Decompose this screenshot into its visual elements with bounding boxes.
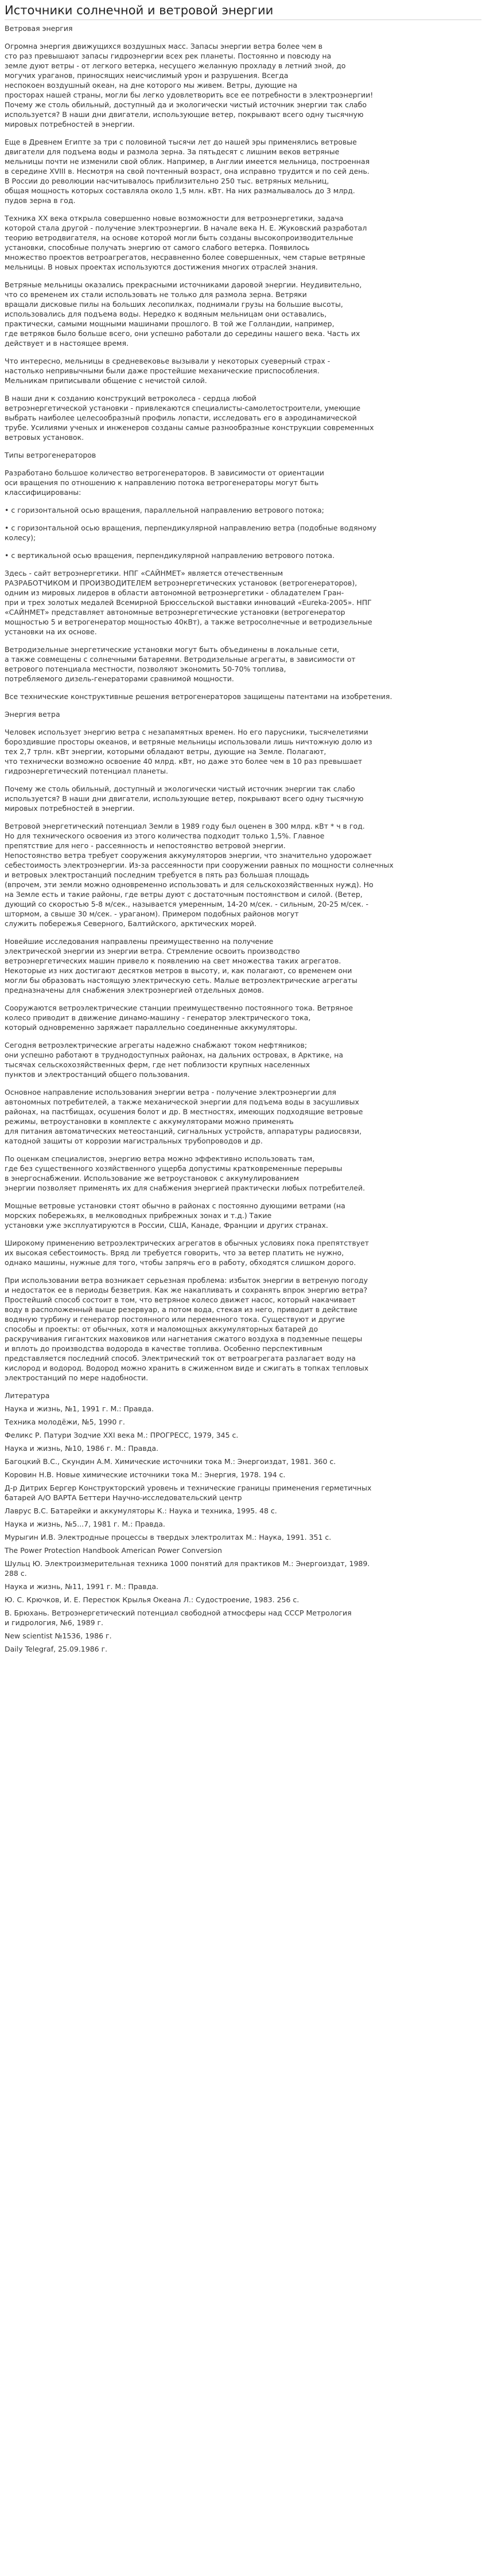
paragraph: Типы ветрогенераторов (5, 451, 96, 459)
paragraph: Огромна энергия движущихся воздушных масс. Запасы энергии ветра более чем в сто раз превышают запасы гидроэнергии всех рек планеты. Постоянно и повсюду на земле дуют ветры - от легкого ветерка, несущего желанную прохладу в летний зной, до могучих ураганов, приносящих неисчислимый урон и разрушения. Всегда неспокоен воздушный океан, на дне которого мы живем. Ветры, дующие на просторах нашей страны, могли бы легко удовлетворить все ее потребности в электроэнергии! Почему же столь обильный, доступный да и экологически чистый источник энергии так слабо используется? В наши дни двигатели, использующие ветер, покрывают всего одну тысячную мировых потребностей в энергии. (5, 42, 374, 128)
paragraph: Лаврус В.С. Батарейки и аккумуляторы К.: Наука и техника, 1995. 48 с. (5, 1506, 277, 1515)
paragraph: Daily Telegraf, 25.09.1986 г. (5, 1645, 108, 1653)
paragraph: Мощные ветровые установки стоят обычно в районах с постоянно дующими ветрами (на морских побережьях, в мелководных прибрежных зонах и т.д.) Такие установки уже эксплуатируются в России, США, Канаде, Франции и других странах. (5, 1201, 345, 1230)
paragraph: В наши дни к созданию конструкций ветроколеса - сердца любой ветроэнергетической установки - привлекаются специалисты-самолетостроители, умеющие выбрать наиболее целесообразный профиль лопасти, исследовать его в аэродинамической трубе. Усилиями ученых и инженеров созданы самые разнообразные конструкции современных ветровых установок. (5, 394, 374, 442)
paragraph: Еще в Древнем Египте за три с половиной тысячи лет до нашей эры применялись ветровые двигатели для подъема воды и размола зерна. За пятьдесят с лишним веков ветряные мельницы почти не изменили свой облик. Например, в Англии имеется мельница, построенная в середине XVIII в. Несмотря на свой почтенный возраст, она исправно трудится и по сей день. В России до революции насчитывалось приблизительно 250 тыс. ветряных мельниц, общая мощность которых составляла около 1,5 млн. кВт. На них размалывалось до 3 млрд. пудов зерна в год. (5, 138, 370, 205)
paragraph: • с горизонтальной осью вращения, перпендикулярной направлению ветра (подобные водяному колесу); (5, 524, 377, 542)
paragraph: Ю. С. Крючков, И. Е. Перестюк Крылья Океана Л.: Судостроение, 1983. 256 с. (5, 1595, 300, 1604)
paragraph: Наука и жизнь, №11, 1991 г. М.: Правда. (5, 1582, 158, 1591)
paragraph: Наука и жизнь, №10, 1986 г. М.: Правда. (5, 1444, 158, 1453)
paragraph: Почему же столь обильный, доступный и экологически чистый источник энергии так слабо используется? В наши дни двигатели, использующие ветер, покрывают всего одну тысячную мировых потребностей в энергии. (5, 784, 364, 813)
paragraph: Мурыгин И.В. Электродные процессы в твердых электролитах М.: Наука, 1991. 351 с. (5, 1533, 332, 1541)
paragraph: Наука и жизнь, №1, 1991 г. М.: Правда. (5, 1404, 154, 1413)
paragraph: Сегодня ветроэлектрические агрегаты надежно снабжают током нефтяников; они успешно работают в труднодоступных районах, на дальних островах, в Арктике, на тысячах сельскохозяйственных ферм, где нет поблизости крупных населенных пунктов и электростанций общего пользования. (5, 1041, 344, 1079)
paragraph: Ветровой энергетический потенциал Земли в 1989 году был оценен в 300 млрд. кВт * ч в год. Но для технического освоения из этого количества подходит только 1,5%. Главное препятствие для него - рассеянность и непостоянство ветровой энергии. Непостоянство ветра требует сооружения аккумуляторов энергии, что значительно удорожает себестоимость электроэнергии. Из-за рассеянности при сооружении равных по мощности солнечных и ветровых электростанций последним требуется в пять раз большая площадь (впрочем, эти земли можно одновременно использовать и для сельскохозяйственных нужд). Но на Земле есть и такие районы, где ветры дуют с достаточным постоянством и силой. (Ветер, дующий со скоростью 5-8 м/сек., называется умеренным, 14-20 м/сек. - сильным, 20-25 м/сек. - штормом, а свыше 30 м/сек. - ураганом). Примером подобных районов могут служить побережья Северного, Балтийского, арктических морей. (5, 822, 394, 928)
paragraph: Техника XX века открыла совершенно новые возможности для ветроэнергетики, задача которой стала другой - получение электроэнергии. В начале века Н. Е. Жуковский разработал теорию ветродвигателя, на основе которой могли быть созданы высокопроизводительные установки, способные получать энергию от самого слабого ветерка. Появилось множество проектов ветроагрегатов, несравненно более совершенных, чем старые ветряные мельницы. В новых проектах используются достижения многих отраслей знания. (5, 214, 367, 271)
paragraph: Коровин Н.В. Новые химические источники тока М.: Энергия, 1978. 194 с. (5, 1470, 286, 1479)
paragraph: Ветровая энергия (5, 24, 73, 33)
paragraph: Здесь - сайт ветроэнергетики. НПГ «САЙНМЕТ» является отечественным РАЗРАБОТЧИКОМ И ПРОИЗВОДИТЕЛЕМ ветроэнергетических установок (ветрогенераторов), одним из мировых лидеров в области автономной ветроэнергетики - обладателем Гран- при и трех золотых медалей Всемирной Брюссельской выставки инноваций «Eureka-2005». НПГ «САЙНМЕТ» представляет автономные ветроэнергетические установки (ветрогенератор мощностью 5 и ветрогенератор мощностью 40кВт), а также ветросолнечные и ветродизельные установки на их основе. (5, 569, 372, 636)
paragraph: • с вертикальной осью вращения, перпендикулярной направлению ветрового потока. (5, 551, 335, 560)
paragraph: Техника молодёжи, №5, 1990 г. (5, 1418, 125, 1426)
paragraph: Шульц Ю. Электроизмерительная техника 1000 понятий для практиков М.: Энергоиздат, 1989. 288 с. (5, 1559, 370, 1578)
paragraph: Ветряные мельницы оказались прекрасными источниками даровой энергии. Неудивительно, что со временем их стали использовать не только для размола зерна. Ветряки вращали дисковые пилы на больших лесопилках, поднимали грузы на большие высоты, использовались для подъема воды. Нередко к водяным мельницам они оставались, практически, самыми мощными машинами прошлого. В той же Голландии, например, где ветряков было больше всего, они успешно работали до середины нашего века. Часть их действует и в настоящее время. (5, 280, 362, 348)
paragraph: Основное направление использования энергии ветра - получение электроэнергии для автономных потребителей, а также механической энергии для подъема воды в засушливых районах, на пастбищах, осушения болот и др. В местностях, имеющих подходящие ветровые режимы, ветроустановки в комплекте с аккумуляторами можно применять для питания автоматических метеостанций, сигнальных устройств, аппаратуры радиосвязи, катодной защиты от коррозии магистральных трубопроводов и др. (5, 1088, 363, 1145)
paragraph: The Power Protection Handbook American Power Conversion (5, 1546, 222, 1555)
paragraph: Феликс Р. Патури Зодчие XXI века М.: ПРОГРЕСС, 1979, 345 с. (5, 1431, 239, 1439)
paragraph: Все технические конструктивные решения ветрогенераторов защищены патентами на изобретения. (5, 692, 392, 701)
paragraph: Багоцкий В.С., Скундин А.М. Химические источники тока М.: Энергоиздат, 1981. 360 с. (5, 1457, 336, 1466)
paragraph: Наука и жизнь, №5...7, 1981 г. М.: Правда. (5, 1520, 165, 1528)
paragraph: New scientist №1536, 1986 г. (5, 1632, 112, 1640)
paragraph: При использовании ветра возникает серьезная проблема: избыток энергии в ветреную погоду и недостаток ее в периоды безветрия. Как же накапливать и сохранять впрок энергию ветра? Простейший способ состоит в том, что ветряное колесо движет насос, который накачивает воду в расположенный выше резервуар, а потом вода, стекая из него, приводит в действие водяную турбину и генератор постоянного или переменного тока. Существуют и другие способы и проекты: от обычных, хотя и маломощных аккумуляторных батарей до раскручивания гигантских маховиков или нагнетания сжатого воздуха в подземные пещеры и вплоть до производства водорода в качестве топлива. Особенно перспективным представляется последний способ. Электрический ток от ветроагрегата разлагает воду на кислород и водород. Водород можно хранить в сжиженном виде и сжигать в топках тепловых электростанций по мере надобности. (5, 1276, 369, 1382)
paragraph: Человек использует энергию ветра с незапамятных времен. Но его парусники, тысячелетиями бороздившие просторы океанов, и ветряные мельницы использовали лишь ничтожную долю из тех 2,7 трлн. кВт энергии, которыми обладают ветры, дующие на Земле. Полагают, что технически возможно освоение 40 млрд. кВт, но даже это более чем в 10 раз превышает гидроэнергетический потенциал планеты. (5, 728, 372, 775)
page-title: Источники солнечной и ветровой энергии (5, 2, 481, 20)
paragraph: Д-р Дитрих Бергер Конструкторский уровень и технические границы применения герметичных батарей А/О ВАРТА Беттери Научно-исследовательский центр (5, 1484, 372, 1502)
paragraph: Сооружаются ветроэлектрические станции преимущественно постоянного тока. Ветряное колесо приводит в движение динамо-машину - генератор электрического тока, который одновременно заряжает параллельно соединенные аккумуляторы. (5, 1004, 353, 1032)
paragraph: Литература (5, 1391, 50, 1400)
paragraph: Широкому применению ветроэлектрических агрегатов в обычных условиях пока препятствует их высокая себестоимость. Вряд ли требуется говорить, что за ветер платить не нужно, однако машины, нужные для того, чтобы запрячь его в работу, обходятся слишком дорого. (5, 1239, 370, 1267)
paragraph: Что интересно, мельницы в средневековье вызывали у некоторых суеверный страх - настолько непривычными были даже простейшие механические приспособления. Мельникам приписывали общение с нечистой силой. (5, 357, 331, 385)
paragraph: Новейшие исследования направлены преимущественно на получение электрической энергии из энергии ветра. Стремление освоить производство ветроэнергетических машин привело к появлению на свет множества таких агрегатов. Некоторые из них достигают десятков метров в высоту, и, как полагают, со временем они могли бы образовать настоящую электрическую сеть. Малые ветроэлектрические агрегаты предназначены для снабжения электроэнергией отдельных домов. (5, 937, 357, 994)
paragraph: По оценкам специалистов, энергию ветра можно эффективно использовать там, где без существенного хозяйственного ущерба допустимы кратковременные перерывы в энергоснабжении. Использование же ветроустановок с аккумулированием энергии позволяет применять их для снабжения энергией практически любых потребителей. (5, 1154, 366, 1192)
paragraph: • с горизонтальной осью вращения, параллельной направлению ветрового потока; (5, 506, 324, 514)
paragraph: Ветродизельные энергетические установки могут быть объединены в локальные сети, а также совмещены с солнечными батареями. Ветродизельные агрегаты, в зависимости от ветрового потенциала местности, позволяют экономить 50-70% топлива, потребляемого дизель-генераторами сравнимой мощности. (5, 645, 356, 683)
paragraph: В. Брюхань. Ветроэнергетический потенциал свободной атмосферы над СССР Метрология и гидрология, №6, 1989 г. (5, 1609, 352, 1627)
article-body (5, 24, 481, 1654)
paragraph: Разработано большое количество ветрогенераторов. В зависимости от ориентации оси вращения по отношению к направлению потока ветрогенераторы могут быть классифицированы: (5, 469, 324, 497)
paragraph: Энергия ветра (5, 710, 60, 719)
